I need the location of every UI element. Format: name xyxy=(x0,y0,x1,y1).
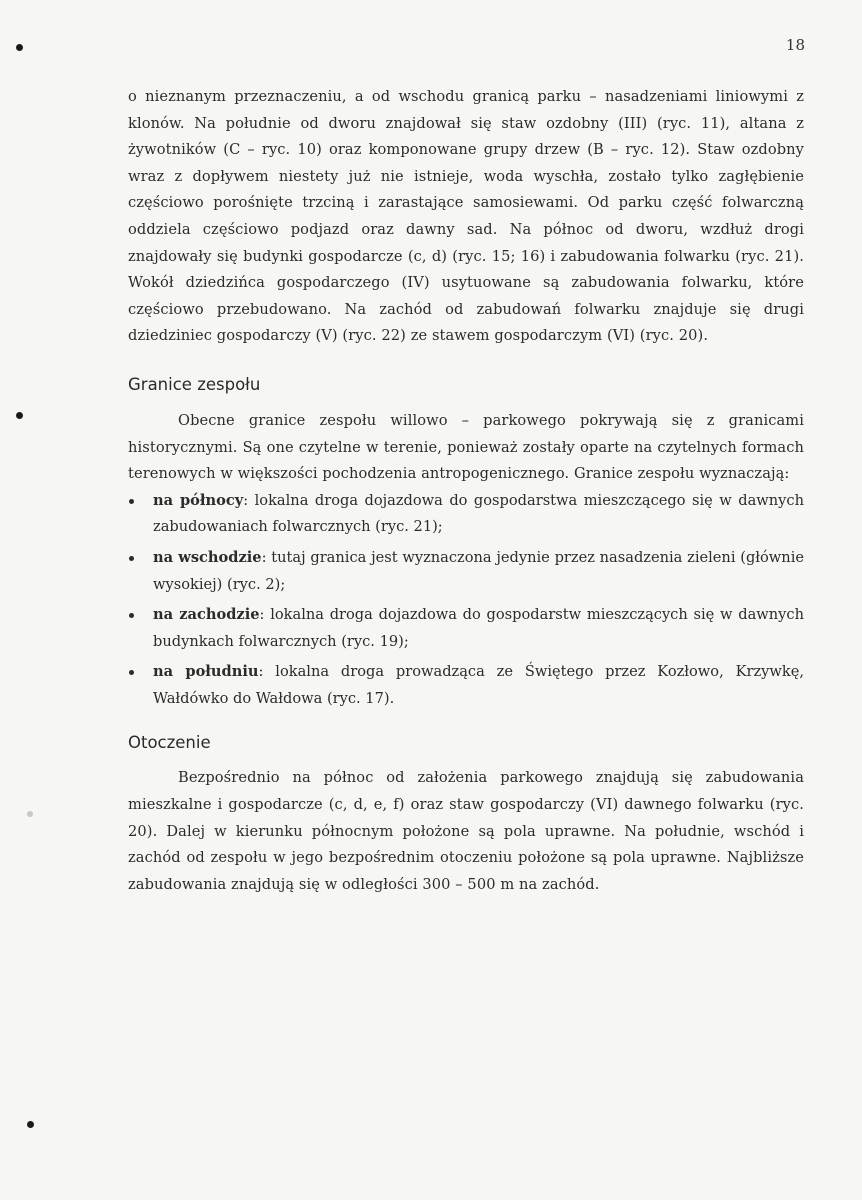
paragraph-1: o nieznanym przeznaczeniu, a od wschodu granicą parku – nasadzeniami liniowymi z klonów. Na południe od dworu znajdował się staw ozdobny (III) (ryc. 11), altana z żywotników (C – ryc. 10) oraz komponowane grupy drzew (B – ryc. 12). Staw ozdobny wraz z dopływem niestety już nie istnieje, woda wyschła, zostało tylko zagłębienie częściowo porośnięte trzciną i zarastające samosiewami. Od parku część folwarczną oddziela częściowo podjazd oraz dawny sad. Na północ od dworu, wzdłuż drogi znajdowały się budynki gospodarcze (c, d) (ryc. 15; 16) i zabudowania folwarku (ryc. 21). Wokół dziedzińca gospodarczego (IV) usytuowane są zabudowania folwarku, które częściowo przebudowano. Na zachód od zabudowań folwarku znajduje się drugi dziedziniec gospodarczy (V) (ryc. 22) ze stawem gospodarczym (VI) (ryc. 20). xyxy=(128,88,804,345)
binding-hole-mark xyxy=(16,44,23,51)
binding-hole-mark xyxy=(27,811,33,817)
direction-label: na zachodzie xyxy=(153,606,260,624)
section-heading-otoczenie: Otoczenie xyxy=(128,733,211,753)
direction-label: na północy xyxy=(153,491,244,509)
binding-hole-mark xyxy=(27,1121,34,1128)
binding-hole-mark xyxy=(16,412,23,419)
list-item-text: : lokalna droga prowadząca ze Świętego przez Kozłowo, Krzywkę, Wałdówko do Wałdowa (ryc. 17). xyxy=(153,663,805,707)
list-item-text: : lokalna droga dojazdowa do gospodarstw mieszczących się w dawnych budynkach folwarcznych (ryc. 19); xyxy=(153,606,804,650)
document-body xyxy=(128,84,804,898)
paragraph-granice-intro: Obecne granice zespołu willowo – parkowego pokrywają się z granicami historycznymi. Są one czytelne w terenie, ponieważ zostały oparte na czytelnych formach terenowych w większości pochodzenia antropogenicznego. Granice zespołu wyznaczają: xyxy=(128,411,804,483)
list-item xyxy=(128,602,804,655)
list-item-text: : lokalna droga dojazdowa do gospodarstwa mieszczącego się w dawnych zabudowaniach folwarcznych (ryc. 21); xyxy=(153,491,804,536)
direction-label: na południu xyxy=(153,663,259,681)
page-number: 18 xyxy=(785,36,805,54)
boundaries-list xyxy=(128,488,804,713)
list-item-text: : tutaj granica jest wyznaczona jedynie przez nasadzenia zieleni (głównie wysokiej) (ryc. 2); xyxy=(153,548,804,593)
list-item xyxy=(128,659,804,712)
paragraph-otoczenie: Bezpośrednio na północ od założenia parkowego znajdują się zabudowania mieszkalne i gospodarcze (c, d, e, f) oraz staw gospodarczy (VI) dawnego folwarku (ryc. 20). Dalej w kierunku północnym położone są pola uprawne. Na południe, wschód i zachód od zespołu w jego bezpośrednim otoczeniu położone są pola uprawne. Najbliższe zabudowania znajdują się w odległości 300 – 500 m na zachód. xyxy=(128,769,804,893)
list-item xyxy=(128,545,804,598)
section-heading-granice: Granice zespołu xyxy=(128,374,261,394)
direction-label: na wschodzie xyxy=(153,548,262,566)
list-item xyxy=(128,488,804,541)
